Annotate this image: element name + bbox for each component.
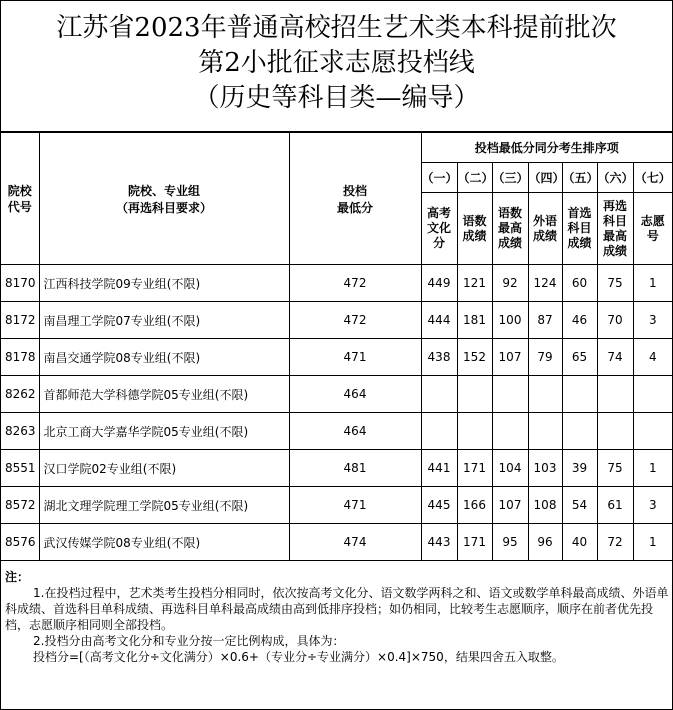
rank-value-cell: 96 bbox=[528, 524, 562, 561]
rank-value-cell: 70 bbox=[597, 302, 633, 339]
rank-value-cell: 108 bbox=[528, 487, 562, 524]
rank-value-cell: 79 bbox=[528, 339, 562, 376]
rank-value-cell: 107 bbox=[492, 487, 528, 524]
rank-num: （三） bbox=[492, 163, 528, 193]
title-line-2: 第2小批征求志愿投档线 bbox=[198, 48, 475, 78]
school-code-cell: 8172 bbox=[1, 302, 39, 339]
school-group-cell: 南昌理工学院07专业组(不限) bbox=[39, 302, 289, 339]
school-code-cell: 8263 bbox=[1, 413, 39, 450]
rank-value-cell: 443 bbox=[421, 524, 457, 561]
rank-value-cell bbox=[562, 376, 597, 413]
rank-value-cell bbox=[421, 413, 457, 450]
min-score-cell: 464 bbox=[289, 376, 421, 413]
rank-value-cell: 60 bbox=[562, 265, 597, 302]
rank-value-cell bbox=[457, 413, 492, 450]
rank-value-cell bbox=[492, 413, 528, 450]
title-line-3: （历史等科目类—编导） bbox=[193, 83, 480, 113]
rank-value-cell bbox=[457, 376, 492, 413]
rank-value-cell: 46 bbox=[562, 302, 597, 339]
rank-label: 首选科目成绩 bbox=[562, 193, 597, 265]
min-score-cell: 471 bbox=[289, 339, 421, 376]
header-school-group: 院校、专业组 （再选科目要求） bbox=[39, 133, 289, 265]
rank-value-cell bbox=[633, 413, 672, 450]
header-code: 院校代号 bbox=[1, 133, 39, 265]
school-code-cell: 8572 bbox=[1, 487, 39, 524]
rank-value-cell: 87 bbox=[528, 302, 562, 339]
school-code-cell: 8178 bbox=[1, 339, 39, 376]
rank-num: （六） bbox=[597, 163, 633, 193]
rank-value-cell: 1 bbox=[633, 265, 672, 302]
header-min-score: 投档 最低分 bbox=[289, 133, 421, 265]
school-group-cell: 北京工商大学嘉华学院05专业组(不限) bbox=[39, 413, 289, 450]
rank-value-cell bbox=[528, 413, 562, 450]
notes-title: 注： bbox=[5, 570, 30, 584]
score-table bbox=[1, 132, 672, 561]
rank-value-cell: 39 bbox=[562, 450, 597, 487]
rank-value-cell: 107 bbox=[492, 339, 528, 376]
rank-label: 外语成绩 bbox=[528, 193, 562, 265]
school-group-cell: 湖北文理学院理工学院05专业组(不限) bbox=[39, 487, 289, 524]
rank-label: 语数成绩 bbox=[457, 193, 492, 265]
min-score-cell: 474 bbox=[289, 524, 421, 561]
table-row bbox=[1, 265, 672, 302]
rank-value-cell: 121 bbox=[457, 265, 492, 302]
rank-value-cell: 171 bbox=[457, 450, 492, 487]
rank-value-cell: 95 bbox=[492, 524, 528, 561]
rank-value-cell bbox=[528, 376, 562, 413]
table-row bbox=[1, 413, 672, 450]
table-row bbox=[1, 376, 672, 413]
table-row bbox=[1, 302, 672, 339]
title-line-1: 江苏省2023年普通高校招生艺术类本科提前批次 bbox=[56, 13, 617, 43]
note-1: 1.在投档过程中，艺术类考生投档分相同时，依次按高考文化分、语文数学两科之和、语文或数学单科最高成绩、外语单科成绩、首选科目单科成绩、再选科目单科最高成绩由高到低排序投档；如仍相同，比较考生志愿顺序，顺序在前者优先投档，志愿顺序相同则全部投档。 bbox=[5, 586, 669, 632]
min-score-cell: 464 bbox=[289, 413, 421, 450]
min-score-cell: 481 bbox=[289, 450, 421, 487]
school-group-cell: 武汉传媒学院08专业组(不限) bbox=[39, 524, 289, 561]
school-code-cell: 8262 bbox=[1, 376, 39, 413]
rank-value-cell: 1 bbox=[633, 524, 672, 561]
school-code-cell: 8551 bbox=[1, 450, 39, 487]
school-code-cell: 8170 bbox=[1, 265, 39, 302]
rank-value-cell: 152 bbox=[457, 339, 492, 376]
table-row bbox=[1, 487, 672, 524]
table-row bbox=[1, 450, 672, 487]
rank-value-cell: 92 bbox=[492, 265, 528, 302]
rank-value-cell: 449 bbox=[421, 265, 457, 302]
rank-value-cell: 171 bbox=[457, 524, 492, 561]
rank-value-cell: 166 bbox=[457, 487, 492, 524]
rank-value-cell: 104 bbox=[492, 450, 528, 487]
min-score-cell: 472 bbox=[289, 265, 421, 302]
rank-value-cell bbox=[492, 376, 528, 413]
rank-value-cell: 74 bbox=[597, 339, 633, 376]
note-2: 2.投档分由高考文化分和专业分按一定比例构成，具体为： bbox=[33, 634, 345, 648]
rank-num: （五） bbox=[562, 163, 597, 193]
rank-value-cell: 3 bbox=[633, 302, 672, 339]
rank-value-cell: 100 bbox=[492, 302, 528, 339]
rank-value-cell: 75 bbox=[597, 450, 633, 487]
school-group-cell: 首都师范大学科德学院05专业组(不限) bbox=[39, 376, 289, 413]
rank-value-cell: 40 bbox=[562, 524, 597, 561]
rank-value-cell: 61 bbox=[597, 487, 633, 524]
rank-value-cell: 65 bbox=[562, 339, 597, 376]
rank-value-cell: 103 bbox=[528, 450, 562, 487]
table-body bbox=[1, 265, 672, 561]
rank-num: （七） bbox=[633, 163, 672, 193]
rank-value-cell: 1 bbox=[633, 450, 672, 487]
rank-value-cell: 3 bbox=[633, 487, 672, 524]
school-code-cell: 8576 bbox=[1, 524, 39, 561]
rank-value-cell bbox=[633, 376, 672, 413]
table-row bbox=[1, 339, 672, 376]
rank-label: 高考文化分 bbox=[421, 193, 457, 265]
document-title bbox=[1, 1, 672, 132]
rank-value-cell: 441 bbox=[421, 450, 457, 487]
rank-value-cell: 4 bbox=[633, 339, 672, 376]
rank-num: （二） bbox=[457, 163, 492, 193]
school-group-cell: 汉口学院02专业组(不限) bbox=[39, 450, 289, 487]
rank-value-cell bbox=[597, 413, 633, 450]
notes-section bbox=[1, 561, 672, 665]
rank-value-cell: 181 bbox=[457, 302, 492, 339]
rank-value-cell: 72 bbox=[597, 524, 633, 561]
min-score-cell: 472 bbox=[289, 302, 421, 339]
rank-value-cell bbox=[562, 413, 597, 450]
rank-value-cell: 445 bbox=[421, 487, 457, 524]
rank-value-cell bbox=[597, 376, 633, 413]
rank-value-cell: 124 bbox=[528, 265, 562, 302]
rank-value-cell: 54 bbox=[562, 487, 597, 524]
rank-label: 再选科目最高成绩 bbox=[597, 193, 633, 265]
school-group-cell: 江西科技学院09专业组(不限) bbox=[39, 265, 289, 302]
school-group-cell: 南昌交通学院08专业组(不限) bbox=[39, 339, 289, 376]
rank-label: 语数最高成绩 bbox=[492, 193, 528, 265]
rank-value-cell bbox=[421, 376, 457, 413]
table-row bbox=[1, 524, 672, 561]
min-score-cell: 471 bbox=[289, 487, 421, 524]
rank-value-cell: 444 bbox=[421, 302, 457, 339]
rank-value-cell: 438 bbox=[421, 339, 457, 376]
rank-value-cell: 75 bbox=[597, 265, 633, 302]
rank-num: （一） bbox=[421, 163, 457, 193]
rank-label: 志愿号 bbox=[633, 193, 672, 265]
header-rank-group: 投档最低分同分考生排序项 bbox=[421, 133, 672, 163]
note-3: 投档分=[（高考文化分÷文化满分）×0.6+（专业分÷专业满分）×0.4]×750，结果四舍五入取整。 bbox=[33, 650, 564, 664]
rank-num: （四） bbox=[528, 163, 562, 193]
